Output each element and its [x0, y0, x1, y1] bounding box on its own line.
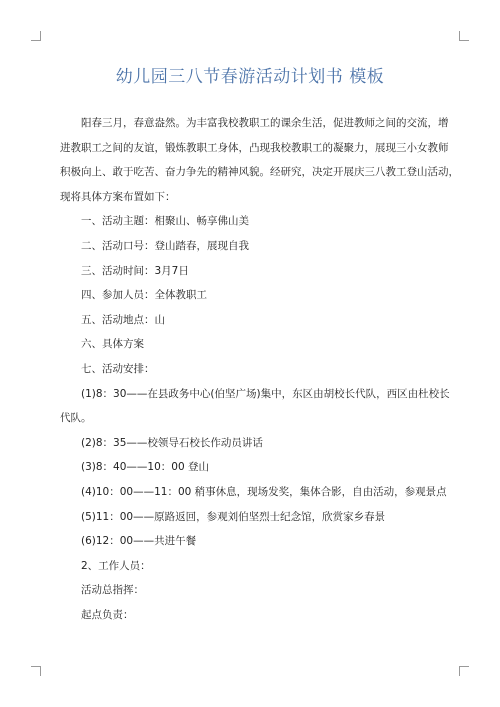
schedule-item-1-line-2: 代队。	[60, 412, 92, 425]
commander-label: 活动总指挥：	[81, 584, 144, 597]
page-corner-mark-bottom-right	[459, 666, 469, 676]
schedule-item-4: (4)10：00——11：00 稍事休息，现场发奖，集体合影，自由活动，参观景点	[81, 485, 447, 498]
document-title: 幼儿园三八节春游活动计划书 模板	[115, 67, 385, 87]
start-point-label: 起点负责：	[81, 608, 134, 621]
schedule-item-6: (6)12：00——共进午餐	[81, 535, 197, 548]
schedule-item-2: (2)8：35——校领导石校长作动员讲话	[81, 436, 263, 449]
intro-line-2: 进教职工之间的友谊，锻炼教职工身体，凸现我校教职工的凝聚力，展现三小女教师	[60, 141, 449, 154]
page-corner-mark-top-right	[459, 31, 469, 41]
schedule-item-5: (5)11：00——原路返回，参观刘伯坚烈士纪念馆，欣赏家乡春景	[81, 510, 386, 523]
schedule-item-3: (3)8：40——10：00 登山	[81, 461, 209, 474]
participants: 四、参加人员：全体教职工	[81, 289, 207, 302]
activity-location: 五、活动地点：山	[81, 313, 165, 326]
activity-time: 三、活动时间：3月7日	[81, 264, 189, 277]
intro-line-1: 阳春三月，春意盎然。为丰富我校教职工的课余生活，促进教师之间的交流，增	[81, 117, 449, 129]
staff-heading: 2、工作人员：	[81, 559, 151, 572]
intro-line-4: 现将具体方案布置如下：	[60, 190, 176, 203]
intro-line-3: 积极向上、敢于吃苦、奋力争先的精神风貌。经研究，决定开展庆三八教工登山活动，	[60, 166, 459, 179]
specific-plan-heading: 六、具体方案	[81, 338, 144, 351]
activity-slogan: 二、活动口号：登山踏春，展现自我	[81, 239, 249, 252]
document-body	[60, 111, 459, 627]
activity-theme: 一、活动主题：相聚山、畅享佛山美	[81, 215, 249, 228]
schedule-item-1-line-1: (1)8：30——在县政务中心(伯坚广场)集中，东区由胡校长代队，西区由杜校长	[81, 387, 450, 400]
page-corner-mark-top-left	[31, 31, 41, 41]
schedule-heading: 七、活动安排：	[81, 362, 155, 375]
page-corner-mark-bottom-left	[31, 666, 41, 676]
